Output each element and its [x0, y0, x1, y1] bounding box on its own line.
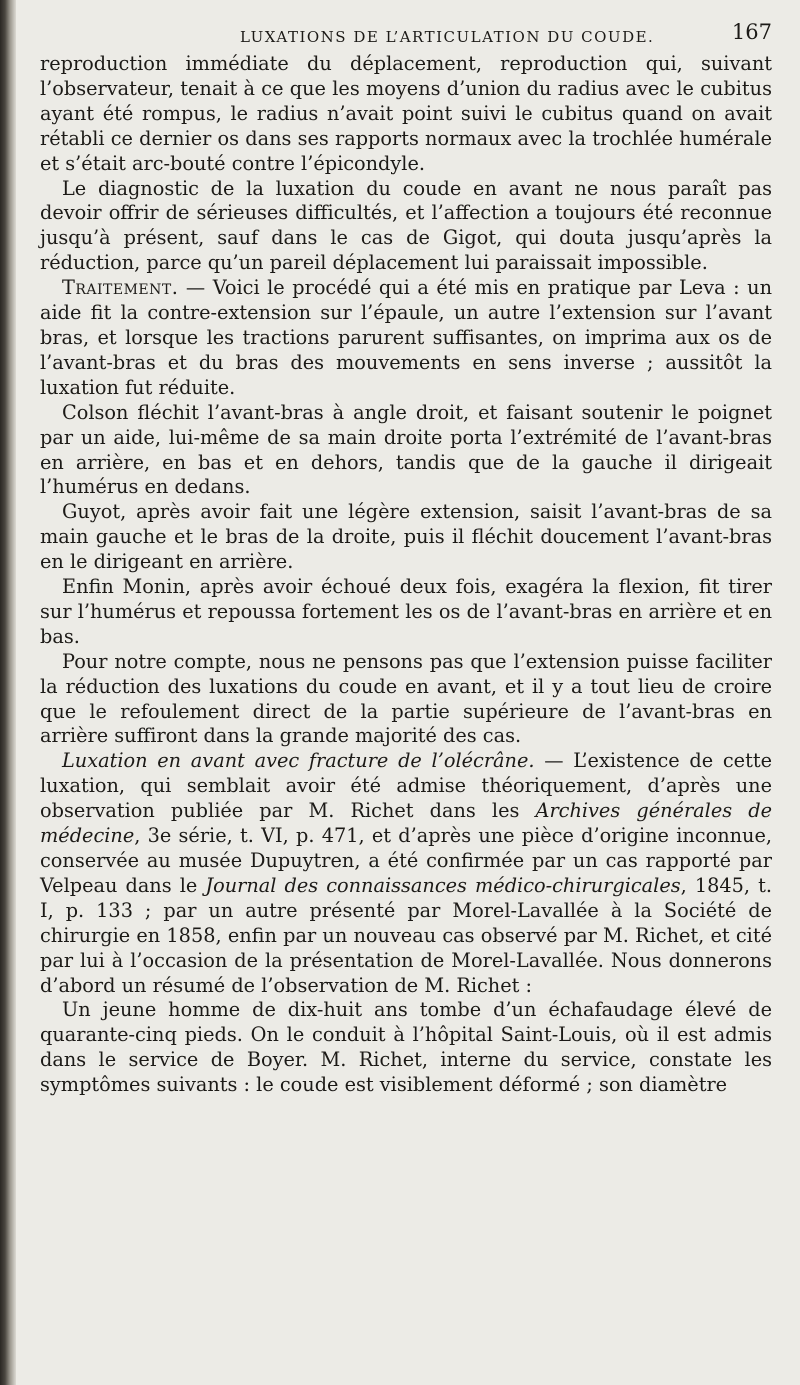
- journal-connaissances: Journal des connaissances médico-chirurgicales: [205, 873, 681, 897]
- book-gutter: [0, 0, 16, 1385]
- page-body: [40, 52, 772, 1098]
- olecrane-text-c: , 1845, t. I, p. 133 ; par un autre présenté par Morel-Lavallée à la Société de chirurgie en 1858, enfin par un nouveau cas observé par M. Richet, et cité par lui à l’occasion de la présentation de Morel-Lavallée. Nous donnerons d’abord un résumé de l’observation de M. Richet :: [40, 873, 772, 997]
- paragraph-continuation: reproduction immédiate du déplacement, reproduction qui, suivant l’observateur, tenait à ce que les moyens d’union du radius avec le cubitus ayant été rompus, le radius n’avait point suivi le cubitus quand on avait rétabli ce dernier os dans ses rapports normaux avec la trochlée humérale et s’était arc-bouté contre l’épicondyle.: [40, 52, 772, 175]
- page-number: 167: [731, 20, 772, 44]
- book-page: [40, 18, 772, 1098]
- paragraph-guyot: Guyot, après avoir fait une légère extension, saisit l’avant-bras de sa main gauche et le bras de la droite, puis il fléchit doucement l’avant-bras en le dirigeant en arrière.: [40, 500, 772, 574]
- paragraph-traitement-text: — Voici le procédé qui a été mis en pratique par Leva : un aide fit la contre-extension sur l’épaule, un autre l’extension sur l’avant bras, et lorsque les tractions parurent suffisantes, on imprima aux os de l’avant-bras et du bras des mouvements en sens inverse ; aussitôt la luxation fut réduite.: [40, 276, 772, 399]
- paragraph-traitement: [40, 276, 772, 401]
- paragraph-monin: Enfin Monin, après avoir échoué deux fois, exagéra la flexion, fit tirer sur l’humérus et repoussa fortement les os de l’avant-bras en arrière et en bas.: [40, 575, 772, 648]
- section-label-traitement: Traitement.: [62, 276, 179, 300]
- running-title: LUXATIONS DE L’ARTICULATION DU COUDE.: [240, 28, 655, 46]
- page-header: [40, 18, 772, 52]
- section-title-olecrane: Luxation en avant avec fracture de l’olécrâne.: [62, 749, 535, 773]
- paragraph-notre-compte: Pour notre compte, nous ne pensons pas que l’extension puisse faciliter la réduction des luxations du coude en avant, et il y a tout lieu de croire que le refoulement direct de la partie supérieure de l’avant-bras en arrière suffiront dans la grande majorité des cas.: [40, 649, 772, 748]
- paragraph-observation: Un jeune homme de dix-huit ans tombe d’un échafaudage élevé de quarante-cinq pieds. On le conduit à l’hôpital Saint-Louis, où il est admis dans le service de Boyer. M. Richet, interne du service, constate les symptômes suivants : le coude est visiblement déformé ; son diamètre: [40, 998, 772, 1097]
- journal-archives: Archives générales de médecine: [40, 799, 772, 848]
- paragraph-colson: Colson fléchit l’avant-bras à angle droit, et faisant soutenir le poignet par un aide, lui-même de sa main droite porta l’extrémité de l’avant-bras en arrière, en bas et en dehors, tandis que de la gauche il dirigeait l’humérus en dedans.: [40, 400, 772, 499]
- paragraph-olecrane: [40, 749, 772, 998]
- olecrane-text-b: , 3e série, t. VI, p. 471, et d’après une pièce d’origine inconnue, conservée au musée Dupuytren, a été confirmée par un cas rapporté par Velpeau dans le: [40, 824, 772, 897]
- paragraph-diagnostic: Le diagnostic de la luxation du coude en avant ne nous paraît pas devoir offrir de sérieuses difficultés, et l’affection a toujours été reconnue jusqu’à présent, sauf dans le cas de Gigot, qui douta jusqu’après la réduction, parce qu’un pareil déplacement lui paraissait impossible.: [40, 176, 772, 275]
- olecrane-text-a: — L’existence de cette luxation, qui semblait avoir été admise théoriquement, d’après une observation publiée par M. Richet dans les: [40, 749, 772, 823]
